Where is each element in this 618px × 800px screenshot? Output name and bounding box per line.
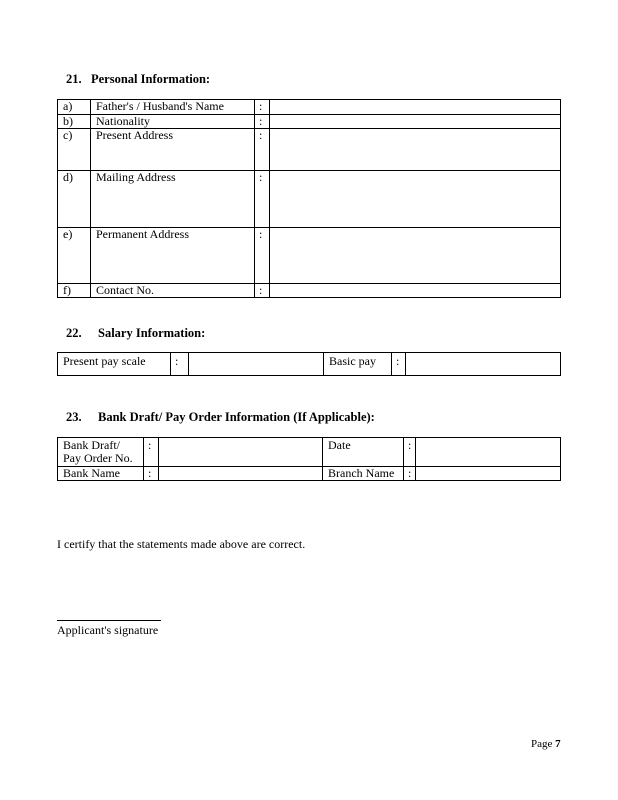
- bank-draft-label-line1: Bank Draft/: [63, 438, 120, 452]
- permanent-address-field[interactable]: [270, 228, 561, 284]
- table-row: [58, 171, 561, 228]
- fathers-name-field[interactable]: [270, 100, 561, 115]
- present-pay-scale-field[interactable]: [189, 353, 324, 376]
- bank-name-field[interactable]: [159, 467, 323, 481]
- row-colon: :: [144, 467, 159, 481]
- present-address-field[interactable]: [270, 129, 561, 171]
- row-label-mailing-address: Mailing Address: [91, 171, 255, 228]
- salary-information-table: [57, 352, 561, 376]
- row-colon: :: [404, 438, 416, 467]
- signature-label: Applicant's signature: [57, 623, 159, 637]
- mailing-address-field[interactable]: [270, 171, 561, 228]
- row-colon: :: [255, 284, 270, 298]
- page-number: [531, 738, 561, 750]
- table-row: [58, 129, 561, 171]
- row-label-present-address: Present Address: [91, 129, 255, 171]
- table-row: [58, 115, 561, 129]
- row-colon: :: [144, 438, 159, 467]
- row-letter: b): [58, 115, 91, 129]
- row-letter: e): [58, 228, 91, 284]
- section-23-title: [66, 410, 375, 425]
- bank-draft-label: [58, 438, 144, 467]
- basic-pay-field[interactable]: [406, 353, 561, 376]
- table-row: [58, 467, 561, 481]
- row-colon: :: [255, 100, 270, 115]
- row-letter: a): [58, 100, 91, 115]
- bank-draft-label-line2: Pay Order No.: [63, 451, 133, 465]
- section-22-heading: Salary Information:: [98, 326, 206, 340]
- table-row: [58, 100, 561, 115]
- row-colon: :: [255, 171, 270, 228]
- basic-pay-label: Basic pay: [324, 353, 392, 376]
- table-row: [58, 228, 561, 284]
- section-23-number: 23.: [66, 410, 82, 424]
- branch-name-label: Branch Name: [323, 467, 404, 481]
- certification-statement: I certify that the statements made above are correct.: [57, 537, 306, 551]
- signature-line[interactable]: [57, 620, 161, 621]
- table-row: [58, 438, 561, 467]
- row-colon: :: [404, 467, 416, 481]
- present-pay-scale-label: Present pay scale: [58, 353, 171, 376]
- row-label-permanent-address: Permanent Address: [91, 228, 255, 284]
- row-letter: d): [58, 171, 91, 228]
- bank-draft-table: [57, 437, 561, 481]
- table-row: [58, 284, 561, 298]
- row-letter: c): [58, 129, 91, 171]
- section-21-heading: Personal Information:: [91, 72, 211, 86]
- bank-name-label: Bank Name: [58, 467, 144, 481]
- row-label-fathers-name: Father's / Husband's Name: [91, 100, 255, 115]
- row-letter: f): [58, 284, 91, 298]
- page-number-value: 7: [555, 738, 561, 750]
- row-label-contact-no: Contact No.: [91, 284, 255, 298]
- contact-no-field[interactable]: [270, 284, 561, 298]
- section-21-title: [66, 72, 210, 87]
- row-colon: :: [171, 353, 189, 376]
- section-21-number: 21.: [66, 72, 82, 86]
- section-22-title: [66, 326, 205, 341]
- table-row: [58, 353, 561, 376]
- nationality-field[interactable]: [270, 115, 561, 129]
- date-label: Date: [323, 438, 404, 467]
- row-label-nationality: Nationality: [91, 115, 255, 129]
- row-colon: :: [255, 115, 270, 129]
- section-22-number: 22.: [66, 326, 82, 340]
- personal-information-table: [57, 99, 561, 298]
- branch-name-field[interactable]: [416, 467, 561, 481]
- row-colon: :: [255, 129, 270, 171]
- section-23-heading: Bank Draft/ Pay Order Information (If Applicable):: [98, 410, 375, 424]
- page-label: Page: [531, 738, 553, 750]
- row-colon: :: [255, 228, 270, 284]
- date-field[interactable]: [416, 438, 561, 467]
- row-colon: :: [392, 353, 406, 376]
- bank-draft-field[interactable]: [159, 438, 323, 467]
